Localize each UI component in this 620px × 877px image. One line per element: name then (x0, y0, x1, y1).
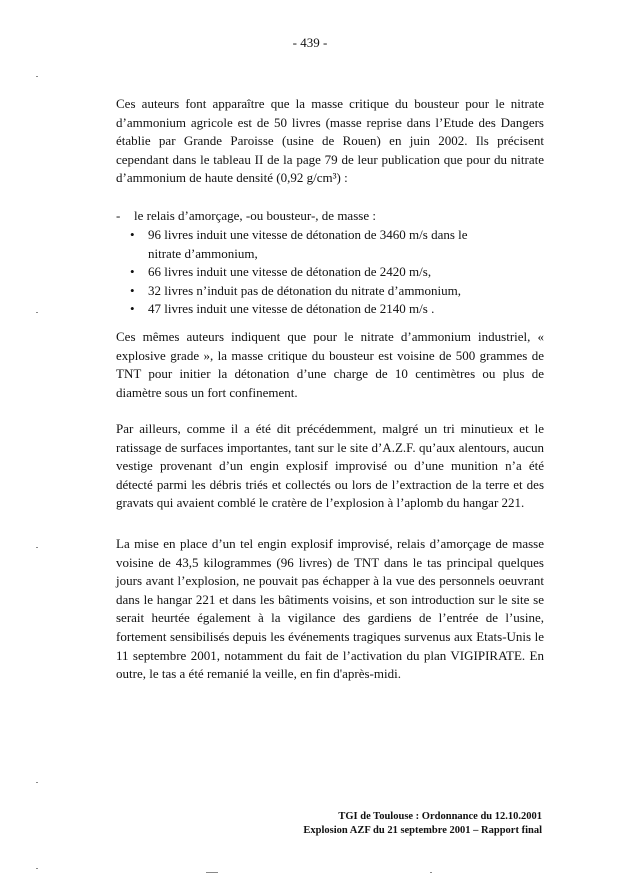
bullet-icon: • (130, 227, 135, 242)
bullet-list (116, 226, 544, 319)
list-item-text: 66 livres induit une vitesse de détonation de 2420 m/s, (148, 264, 432, 280)
dash-marker: - (116, 208, 121, 223)
list-item (116, 300, 488, 319)
footer-line-report: Explosion AZF du 21 septembre 2001 – Rapport final (303, 825, 542, 836)
scan-speck (36, 312, 38, 313)
dash-list-item-text: le relais d’amorçage, -ou bousteur-, de masse : (134, 208, 376, 223)
list-item-text: 32 livres n’induit pas de détonation du nitrate d’ammonium, (148, 282, 462, 298)
paragraph-critical-mass: Ces auteurs font apparaître que la masse critique du bousteur pour le nitrate d’ammonium agricole est de 50 livres (masse reprise dans l’Etude des Dangers établie par Grande Paroisse (usine de Rouen) en juin 2002. Ils précisent cependant dans le tableau II de la page 79 de leur publication que pour du nitrate d’ammonium de haute densité (0,92 g/cm³) : (116, 96, 544, 186)
list-item (116, 263, 488, 282)
list-item-text: 96 livres induit une vitesse de détonation de 3460 m/s dans le nitrate d’ammonium, (148, 227, 468, 261)
bullet-icon: • (130, 264, 135, 280)
scan-speck (36, 782, 38, 783)
page-number: - 439 - (292, 35, 328, 50)
paragraph-industrial-grade: Ces mêmes auteurs indiquent que pour le nitrate d’ammonium industriel, « explosive grade », la masse critique du bousteur est voisine de 500 grammes de TNT pour initier la détonation d’une charge de 10 centimètres ou plus de diamètre sous un fort confinement. (116, 329, 544, 400)
scan-speck (36, 868, 38, 869)
scan-speck (206, 872, 218, 873)
list-item (116, 282, 488, 301)
list-item (116, 226, 488, 263)
footer-line-court: TGI de Toulouse : Ordonnance du 12.10.2001 (338, 811, 542, 822)
list-item-text: 47 livres induit une vitesse de détonation de 2140 m/s . (148, 301, 435, 317)
scan-speck (36, 76, 38, 77)
scan-speck (36, 547, 38, 548)
paragraph-improvised-device: La mise en place d’un tel engin explosif improvisé, relais d’amorçage de masse voisine de 43,5 kilogrammes (96 livres) de TNT dans le tas principal quelques jours avant l’explosion, ne pouvait pas échapper à la vue des personnels oeuvrant dans le hangar 221 et dans les bâtiments voisins, et son introduction sur le site se serait heurtée également à la vigilance des gardiens de l’entrée de l’usine, fortement sensibilisés depuis les événements tragiques survenus aux Etats-Unis le 11 septembre 2001, notamment du fait de l’activation du plan VIGIPIRATE. En outre, le tas a été remanié la veille, en fin d'après-midi. (116, 536, 544, 682)
scan-speck (430, 872, 432, 873)
bullet-icon: • (130, 301, 135, 317)
page-footer (303, 810, 542, 838)
bullet-icon: • (130, 282, 135, 298)
paragraph-no-debris: Par ailleurs, comme il a été dit précédemment, malgré un tri minutieux et le ratissage de surfaces importantes, tant sur le site d’A.Z.F. qu’aux alentours, aucun vestige provenant d’un engin explosif improvisé ou d’une munition n’a été détecté parmi les débris triés et collectés ou lors de l’extraction de la terre et des gravats qui avaient comblé le cratère de l’explosion à l’aplomb du hangar 221. (116, 421, 544, 511)
